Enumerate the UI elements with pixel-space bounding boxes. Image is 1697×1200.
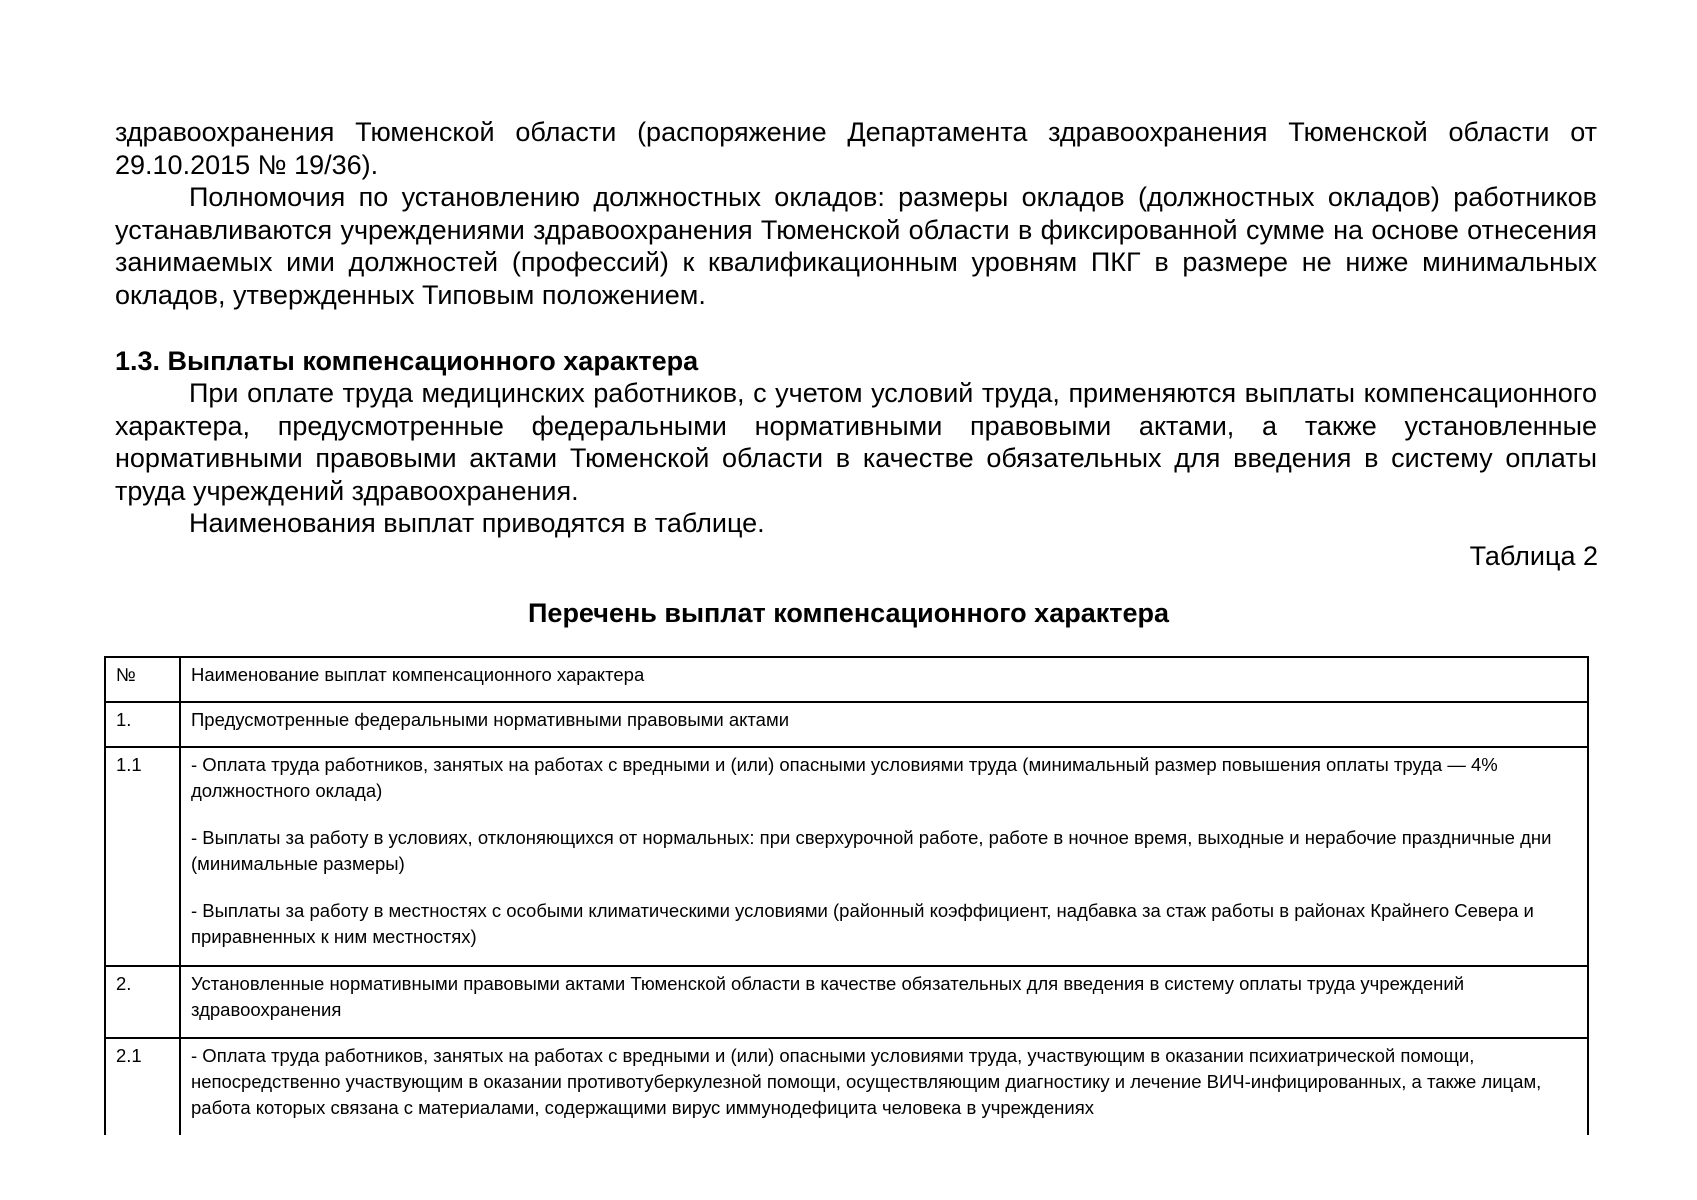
row-description-cell	[181, 967, 1587, 1037]
row-number-cell: 1.1	[106, 748, 181, 965]
row-description-cell	[181, 1039, 1587, 1135]
row-description-cell	[181, 703, 1587, 746]
table-title: Перечень выплат компенсационного характера	[528, 598, 1169, 628]
header-number-cell: №	[106, 658, 181, 701]
row-description-text: - Оплата труда работников, занятых на работах с вредными и (или) опасными условиями труда, участвующим в оказании психиатрической помощи, непосредственно участвующим в оказании противотуберкулезной помощи, осуществляющим диагностику и лечение ВИЧ-инфицированных, а также лицам, работа которых связана с материалами, содержащими вирус иммунодефицита человека в учреждениях	[191, 1045, 1542, 1118]
table-number: Таблица 2	[1469, 541, 1598, 571]
row-description-cell	[181, 748, 1587, 965]
table-row	[106, 703, 1587, 748]
paragraph-salary-authority: Полномочия по установлению должностных окладов: размеры окладов (должностных окладов) работников устанавливаются учреждениями здравоохранения Тюменской области в фиксированной сумме на основе отнесения занимаемых ими должностей (профессий) к квалификационным уровням ПКГ в размере не ниже минимальных окладов, утвержденных Типовым положением.	[115, 182, 1597, 310]
table-header-row	[106, 658, 1587, 703]
paragraph-compensation-payments: При оплате труда медицинских работников, с учетом условий труда, применяются выплаты компенсационного характера, предусмотренные федеральными нормативными правовыми актами, а также установленные нормативными правовыми актами Тюменской области в качестве обязательных для введения в систему оплаты труда учреждений здравоохранения.	[115, 378, 1597, 506]
section-heading: 1.3. Выплаты компенсационного характера	[115, 346, 699, 376]
row-number-cell: 2.1	[106, 1039, 181, 1135]
paragraph-table-intro: Наименования выплат приводятся в таблице.	[189, 508, 765, 538]
paragraph-order-reference: здравоохранения Тюменской области (распоряжение Департамента здравоохранения Тюменской области от 29.10.2015 № 19/36).	[115, 117, 1597, 180]
table-row	[106, 748, 1587, 967]
row-description-text: - Выплаты за работу в условиях, отклоняющихся от нормальных: при сверхурочной работе, работе в ночное время, выходные и нерабочие праздничные дни (минимальные размеры)	[191, 827, 1552, 874]
row-description-text: - Выплаты за работу в местностях с особыми климатическими условиями (районный коэффициент, надбавка за стаж работы в районах Крайнего Севера и приравненных к ним местностях)	[191, 900, 1534, 947]
row-number-cell: 1.	[106, 703, 181, 746]
payments-table	[104, 656, 1589, 1135]
row-number-cell: 2.	[106, 967, 181, 1037]
header-name-cell: Наименование выплат компенсационного характера	[191, 664, 645, 685]
row-description-text: Установленные нормативными правовыми актами Тюменской области в качестве обязательных для введения в систему оплаты труда учреждений здравоохранения	[191, 973, 1465, 1020]
row-description-text: Предусмотренные федеральными нормативными правовыми актами	[191, 709, 790, 730]
table-row	[106, 967, 1587, 1039]
table-row	[106, 1039, 1587, 1135]
row-description-text: - Оплата труда работников, занятых на работах с вредными и (или) опасными условиями труда (минимальный размер повышения оплаты труда — 4% должностного оклада)	[191, 754, 1498, 801]
